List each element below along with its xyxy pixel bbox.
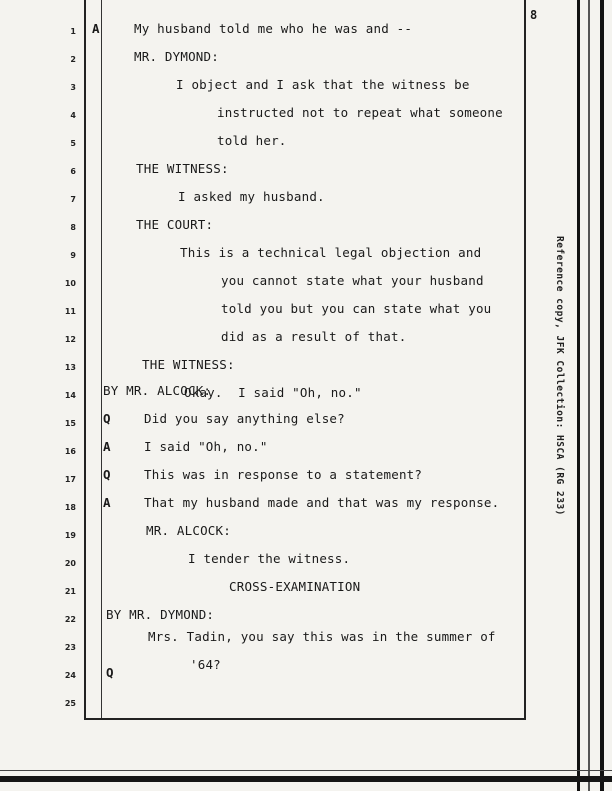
line-number: 6 <box>70 167 76 176</box>
transcript-line: Okay. I said "Oh, no." <box>184 385 362 400</box>
line-number: 3 <box>70 83 76 92</box>
transcript-line: I object and I ask that the witness be <box>176 77 470 92</box>
transcript-line: I asked my husband. <box>178 189 325 204</box>
transcript-line: told her. <box>217 133 287 148</box>
answer-marker: A <box>103 495 111 510</box>
transcript-line: MR. DYMOND: <box>134 49 219 64</box>
line-number: 16 <box>64 447 76 456</box>
transcript-line: I said "Oh, no." <box>144 439 268 454</box>
examination-heading: BY MR. ALCOCK: <box>103 383 212 398</box>
page-number: 8 <box>530 8 538 22</box>
answer-marker: A <box>103 439 111 454</box>
line-number: 23 <box>64 643 76 652</box>
scan-edge <box>588 0 590 791</box>
transcript-line: you cannot state what your husband <box>221 273 484 288</box>
transcript-line: THE COURT: <box>136 217 214 232</box>
transcript-line: told you but you can state what you <box>221 301 492 316</box>
transcript-line: My husband told me who he was and -- <box>134 21 413 36</box>
transcript-line: I tender the witness. <box>188 551 351 566</box>
transcript-line: THE WITNESS: <box>136 161 229 176</box>
line-number: 2 <box>70 55 76 64</box>
transcript-line: This is a technical legal objection and <box>180 245 482 260</box>
reference-stamp: Reference copy, JFK Collection: HSCA (RG 233) <box>554 236 565 516</box>
scan-bottom-line <box>0 770 612 771</box>
question-marker: Q <box>103 467 111 482</box>
answer-marker: A <box>92 21 100 36</box>
line-number: 25 <box>64 699 76 708</box>
line-number: 7 <box>70 195 76 204</box>
transcript-line: did as a result of that. <box>221 329 407 344</box>
transcript-line: MR. ALCOCK: <box>146 523 231 538</box>
scan-edge <box>577 0 580 791</box>
line-number: 15 <box>64 419 76 428</box>
line-number: 8 <box>70 223 76 232</box>
transcript-line: Mrs. Tadin, you say this was in the summer of <box>148 629 496 644</box>
line-number: 20 <box>64 559 76 568</box>
line-number: 4 <box>70 111 76 120</box>
transcript-line: That my husband made and that was my response. <box>144 495 500 510</box>
transcript-line: '64? <box>190 657 221 672</box>
line-number: 21 <box>64 587 76 596</box>
transcript-line: Did you say anything else? <box>144 411 345 426</box>
line-number: 19 <box>64 531 76 540</box>
transcript-line: This was in response to a statement? <box>144 467 423 482</box>
question-marker: Q <box>103 411 111 426</box>
line-number: 13 <box>64 363 76 372</box>
line-number: 11 <box>64 307 76 316</box>
line-number: 24 <box>64 671 76 680</box>
line-number: 9 <box>70 251 76 260</box>
margin-rule <box>101 0 102 718</box>
line-number: 18 <box>64 503 76 512</box>
scan-edge <box>600 0 604 791</box>
transcript-line: BY MR. DYMOND: <box>106 607 215 622</box>
line-number: 10 <box>64 279 76 288</box>
line-number: 14 <box>64 391 76 400</box>
transcript-line: instructed not to repeat what someone <box>217 105 503 120</box>
line-number: 17 <box>64 475 76 484</box>
question-marker: Q <box>106 665 114 680</box>
line-number: 1 <box>70 27 76 36</box>
transcript-line: THE WITNESS: <box>142 357 235 372</box>
scan-bottom-bar <box>0 776 612 782</box>
line-number: 5 <box>70 139 76 148</box>
section-heading: CROSS-EXAMINATION <box>229 579 361 594</box>
line-number: 12 <box>64 335 76 344</box>
line-number: 22 <box>64 615 76 624</box>
